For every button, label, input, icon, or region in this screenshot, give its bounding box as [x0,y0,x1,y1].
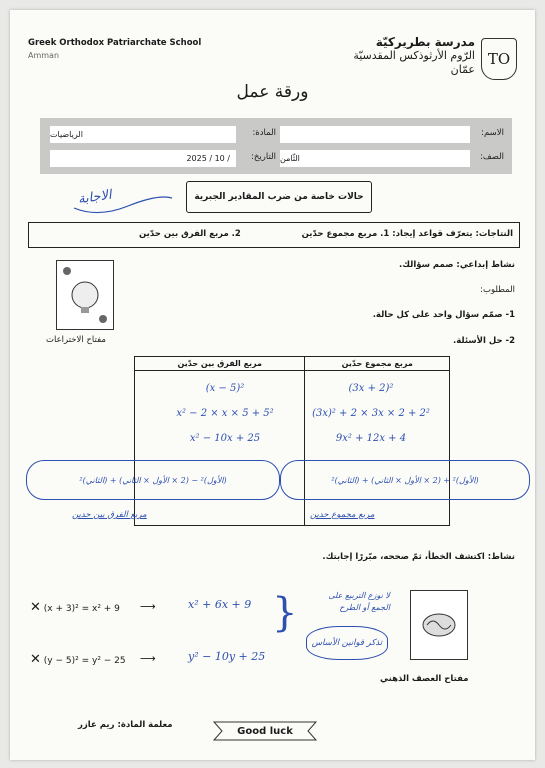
arrow-icon: ⟶ [140,600,156,613]
school-name-ar [353,35,475,77]
activity2-title: نشاط: اكتشف الخطأ، ثمّ صححه، مبّررًا إجابتك. [322,552,515,562]
name-field[interactable] [280,126,470,143]
error-equation-1 [30,600,120,615]
topic-title: حالات خاصة من ضرب المقادير الجبرية [194,192,364,202]
diff-caption: مربع الفرق بين حدين [72,510,147,520]
brainstorm-key-card [410,590,468,660]
note-line2: الجمع أو الطرح [339,603,390,612]
activity1-step1: 1- صمّم سؤال واحد على كل حالة. [372,310,515,320]
sum-caption: مربع مجموع حدين [310,510,375,520]
reminder-text: تذكر قوانين الأساس [311,638,383,648]
note-line1: لا نوزع التربيع على [328,591,390,600]
good-luck-banner [210,718,320,744]
activity1-step2: 2- حل الأسئلة. [452,336,515,346]
diff-rule: (الأول)² − (2 × الأول × الثاني) + (الثاني)² [79,475,227,485]
error-note [300,590,390,614]
sum-solution [292,376,450,451]
table-header-diff: مربع الفرق بين حدّين [135,357,305,371]
eq1-wrong: (x + 3)² = x² + 9 [43,604,120,614]
brainstorm-key-caption: مفتاح العصف الذهني [380,674,469,684]
brain-icon [411,591,467,659]
eq1-correction: x² + 6x + 9 [188,598,252,611]
logo-mark: TO [487,50,511,68]
date-value: 2025 / 10 / [186,154,230,163]
date-label: التاريخ: [251,152,276,162]
school-city-en: Amman [28,51,60,60]
wrong-mark-icon: ✕ [30,600,41,615]
handwritten-answer-label: الاجابة [77,187,113,208]
date-field[interactable] [50,150,236,167]
activity1-title: نشاط إبداعي: صمم سؤالك. [399,260,515,270]
topic-box [186,181,372,213]
sum-line3: 9x² + 12x + 4 [335,433,407,444]
grade-label: الصف: [480,152,504,162]
teacher-name: معلمة المادة: ريم عازر [78,720,173,730]
diff-solution [150,376,300,451]
arrow-icon: ⟶ [140,652,156,665]
school-logo [481,38,517,80]
grade-field[interactable] [280,150,470,167]
activity1-required: المطلوب: [480,285,515,295]
good-luck-text: Good luck [237,725,293,737]
school-ar-line3: عمّان [450,63,475,76]
sum-rule: (الأول)² + (2 × الأول × الثاني) + (الثاني)² [331,475,479,485]
sum-line2: (3x)² + 2 × 3x × 2 + 2² [312,408,430,419]
lightbulb-icon [57,261,113,329]
grade-value: الثّامن [280,154,300,163]
school-ar-line1: مدرسة بطريركيّة [375,35,475,49]
eq2-correction: y² − 10y + 25 [188,650,266,663]
sum-line1: (3x + 2)² [348,383,394,394]
outcomes-box [28,222,520,248]
diff-rule-bubble [26,460,280,500]
diff-line1: (x − 5)² [205,383,245,394]
worksheet-title: ورقة عمل [236,82,309,102]
wrong-mark-icon: ✕ [30,652,41,667]
student-info-panel [40,118,512,174]
sum-rule-bubble [280,460,530,500]
eq2-wrong: (y − 5)² = y² − 25 [43,656,126,666]
diff-line2: x² − 2 × x × 5 + 5² [176,408,274,419]
answer-underline-scribble [68,188,178,218]
inventions-key-card [56,260,114,330]
name-label: الاسم: [481,128,504,138]
school-name-en: Greek Orthodox Patriarchate School [28,38,202,48]
school-ar-line2: الرّوم الأرثوذكس المقدسيّة [353,49,475,62]
subject-field[interactable] [50,126,236,143]
table-header-sum: مربع مجموع حدّين [305,357,450,371]
diff-line3: x² − 10x + 25 [189,433,261,444]
reminder-bubble [306,626,388,660]
subject-label: المادة: [252,128,276,138]
outcomes-item1: النتاجات: يتعرّف قواعد إيجاد: 1. مربع مجموع حدّين [301,229,513,239]
brace-icon: } [272,590,298,636]
worksheet-page [10,10,535,760]
inventions-key-caption: مفتاح الاختراعات [46,335,106,345]
outcomes-item2: 2. مربع الفرق بين حدّين [139,229,241,239]
subject-value: الرياضيات [50,130,83,139]
error-equation-2 [30,652,126,667]
